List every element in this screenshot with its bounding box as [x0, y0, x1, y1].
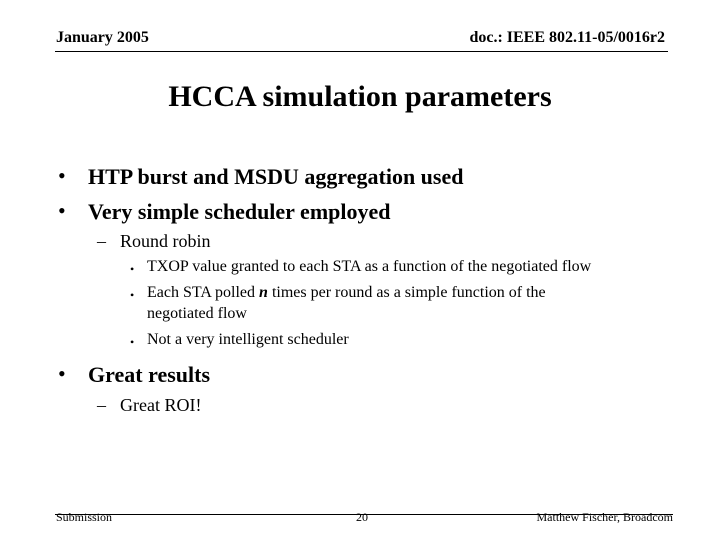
- bullet-marker: •: [130, 262, 135, 276]
- footer-author: Matthew Fischer, Broadcom: [536, 510, 673, 524]
- header-date: January 2005: [56, 29, 149, 46]
- bullet-marker: •: [58, 198, 66, 223]
- dash-marker: –: [97, 395, 106, 415]
- bullet-scheduler: Very simple scheduler employed: [88, 199, 391, 224]
- sub-sub-bullet-not-intelligent: Not a very intelligent scheduler: [147, 331, 349, 348]
- sub-bullet-great-roi: Great ROI!: [120, 395, 202, 415]
- polled-n: n: [259, 284, 268, 301]
- bullet-marker: •: [58, 361, 66, 386]
- sub-sub-bullet-polled: [147, 284, 546, 302]
- bullet-marker: •: [58, 163, 66, 188]
- sub-sub-bullet-txop: TXOP value granted to each STA as a function of the negotiated flow: [147, 258, 592, 275]
- bullet-marker: •: [130, 288, 135, 302]
- bullet-marker: •: [130, 335, 135, 349]
- footer-submission: Submission: [56, 510, 113, 524]
- sub-sub-bullet-polled-cont: negotiated flow: [147, 305, 247, 322]
- slide-title: HCCA simulation parameters: [168, 80, 552, 113]
- sub-bullet-round-robin: Round robin: [120, 231, 211, 251]
- header-divider: [55, 51, 668, 52]
- header-doc-id: doc.: IEEE 802.11-05/0016r2: [469, 29, 665, 46]
- bullet-htp-burst: HTP burst and MSDU aggregation used: [88, 164, 464, 189]
- polled-text-pre: Each STA polled: [147, 284, 260, 301]
- dash-marker: –: [97, 231, 106, 251]
- footer-page-number: 20: [356, 510, 368, 524]
- polled-text-post: times per round as a simple function of the: [267, 284, 546, 301]
- bullet-great-results: Great results: [88, 362, 210, 387]
